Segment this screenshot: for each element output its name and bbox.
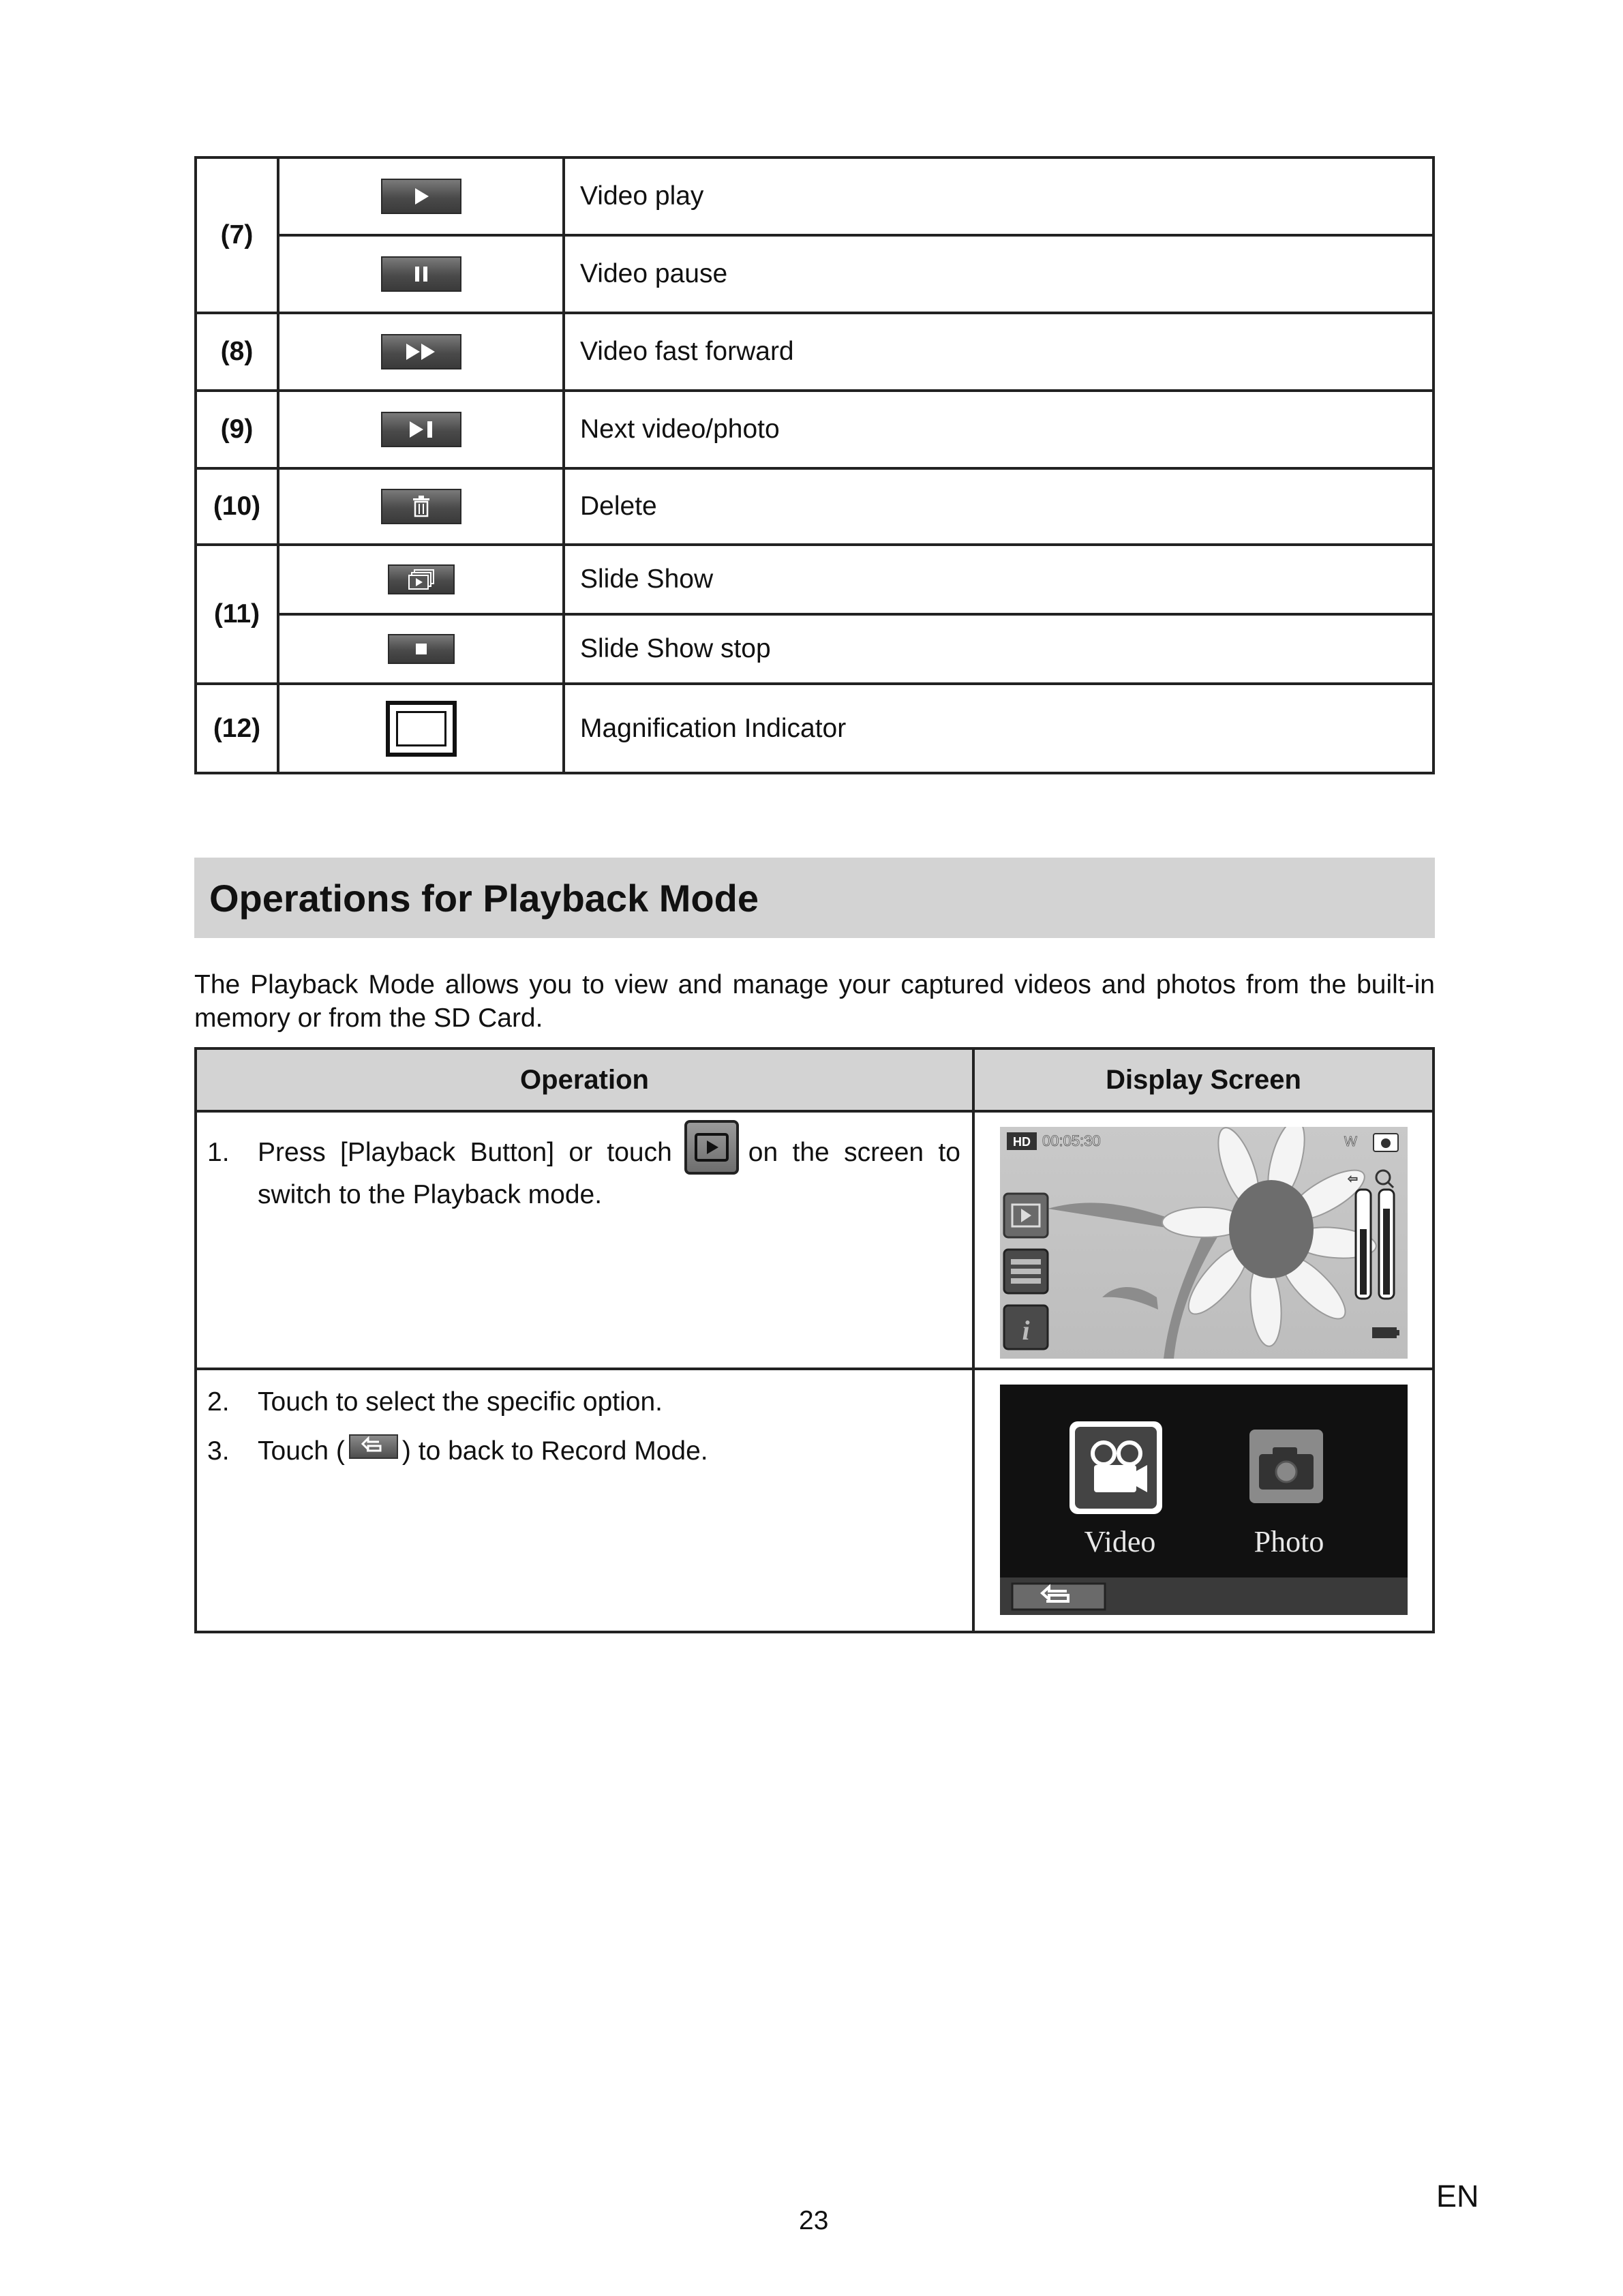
table-header-row (196, 1048, 1434, 1111)
slideshow-icon (388, 564, 455, 594)
row-number: (10) (196, 468, 278, 545)
row-number: (8) (196, 313, 278, 391)
trash-icon (381, 489, 461, 524)
svg-text:i: i (1021, 1315, 1030, 1346)
hd-badge: HD (1012, 1135, 1031, 1149)
step-text: on the screen to switch to the Playback mode. (258, 1138, 960, 1209)
menu-button[interactable] (1004, 1250, 1048, 1293)
playback-menu-screen (1000, 1385, 1408, 1615)
table-row (196, 391, 1434, 468)
icon-description: Slide Show (564, 545, 1434, 614)
svg-text:⇦: ⇦ (1347, 1172, 1358, 1185)
icon-description: Video fast forward (564, 313, 1434, 391)
playback-icon (684, 1120, 739, 1175)
page-number: 23 (799, 2206, 829, 2235)
table-row (196, 468, 1434, 545)
step-1 (198, 1113, 971, 1215)
section-header (194, 858, 1435, 938)
pause-icon (381, 256, 461, 292)
play-icon (381, 179, 461, 214)
step-number: 3. (207, 1436, 230, 1466)
display-screen-header: Display Screen (973, 1048, 1434, 1111)
record-mode-screen (1000, 1127, 1408, 1359)
video-label: Video (1084, 1525, 1155, 1558)
recording-timer: 00:05:30 (1042, 1132, 1101, 1149)
icon-description: Next video/photo (564, 391, 1434, 468)
section-title: Operations for Playback Mode (209, 876, 759, 920)
table-row (196, 614, 1434, 684)
operation-table (194, 1047, 1435, 1633)
next-icon (381, 412, 461, 447)
step-text: Touch ( (258, 1436, 345, 1466)
row-number: (12) (196, 684, 278, 773)
info-button[interactable] (1004, 1305, 1048, 1349)
magnification-indicator-icon (386, 701, 457, 757)
step-3 (198, 1427, 971, 1476)
step-text: Touch to select the specific option. (258, 1387, 663, 1417)
white-balance-indicator: W (1344, 1134, 1357, 1149)
step-number: 1. (207, 1138, 230, 1167)
photo-label: Photo (1254, 1525, 1324, 1558)
photo-option[interactable] (1249, 1430, 1324, 1558)
intro-paragraph: The Playback Mode allows you to view and manage your captured videos and photos from the built-in memory or from the SD Card. (194, 970, 1435, 1033)
playback-button[interactable] (1004, 1194, 1048, 1237)
icon-description: Magnification Indicator (564, 684, 1434, 773)
back-button[interactable] (1012, 1584, 1105, 1610)
battery-icon (1372, 1327, 1397, 1338)
table-row (196, 235, 1434, 313)
operation-header: Operation (196, 1048, 973, 1111)
icon-description: Video pause (564, 235, 1434, 313)
icon-description: Delete (564, 468, 1434, 545)
icon-description: Slide Show stop (564, 614, 1434, 684)
step-text: Press [Playback Button] or touch (258, 1138, 672, 1167)
step-text: ) to back to Record Mode. (401, 1436, 708, 1466)
language-label: EN (1436, 2179, 1479, 2214)
stop-icon (388, 634, 455, 664)
table-row (196, 684, 1434, 773)
table-row (196, 313, 1434, 391)
row-number: (7) (196, 157, 278, 313)
icon-description: Video play (564, 157, 1434, 235)
table-row (196, 545, 1434, 614)
step-2 (198, 1371, 971, 1427)
table-row (196, 157, 1434, 235)
row-number: (11) (196, 545, 278, 684)
table-row (196, 1111, 1434, 1369)
table-row (196, 1369, 1434, 1632)
fast-forward-icon (381, 334, 461, 369)
row-number: (9) (196, 391, 278, 468)
step-number: 2. (207, 1387, 230, 1417)
icon-legend-table (194, 156, 1435, 774)
back-icon (349, 1434, 398, 1459)
